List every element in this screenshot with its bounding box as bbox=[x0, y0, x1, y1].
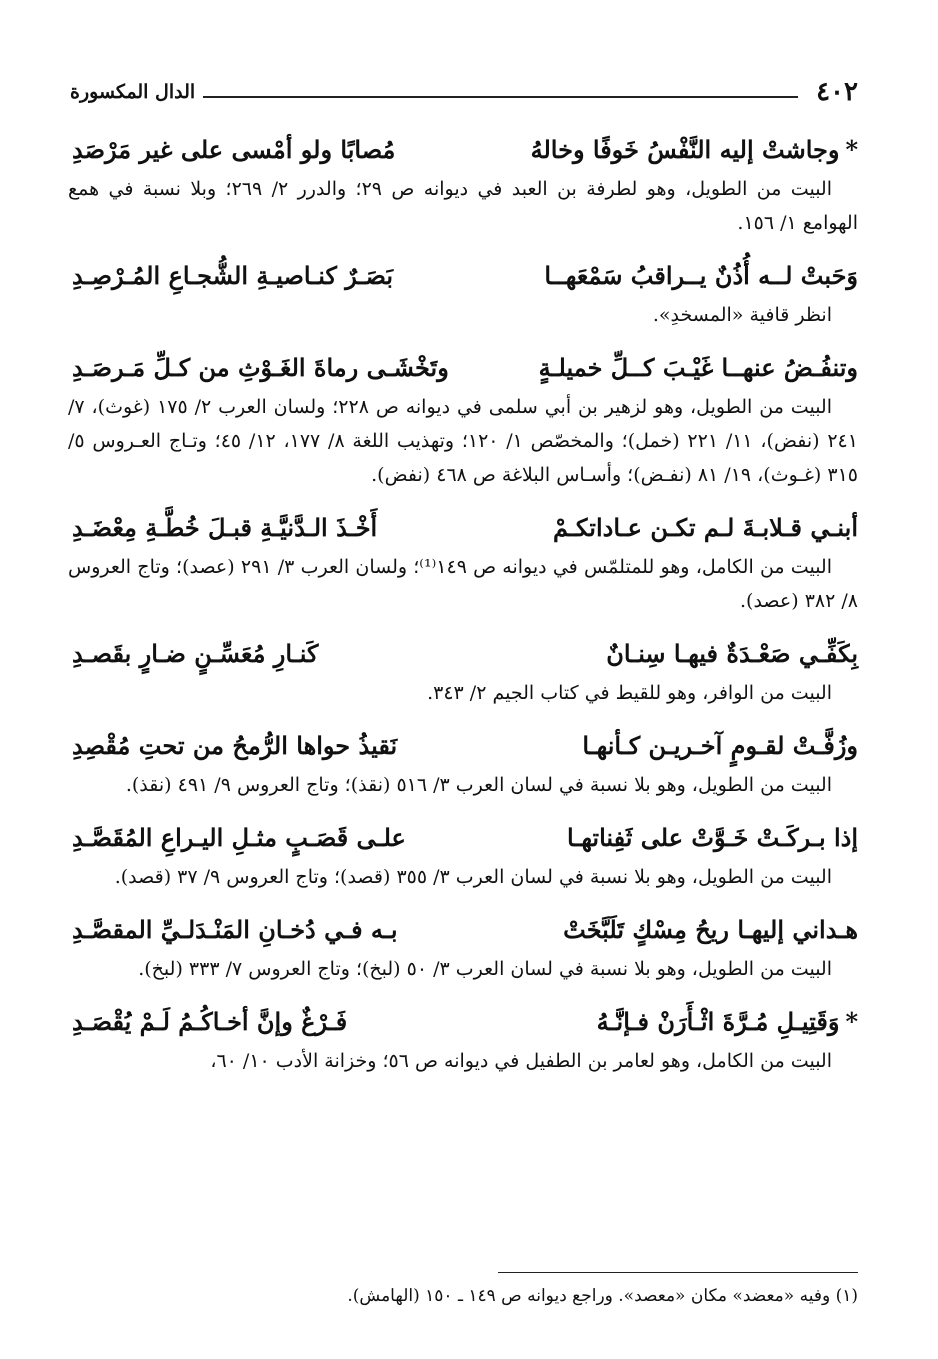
page-header bbox=[70, 72, 858, 112]
verse-line bbox=[68, 908, 858, 952]
verse-entry bbox=[68, 632, 858, 710]
first-hemistich: إذا بـركَـتْ خَـوَّتْ على ثَفِناتهـا bbox=[566, 823, 858, 852]
header-rule bbox=[203, 96, 798, 98]
verse-note: البيت من الكامل، وهو لعامر بن الطفيل في ديوانه ص ٥٦؛ وخزانة الأدب ١٠/ ٦٠، bbox=[210, 1050, 832, 1072]
second-hemistich: بـه فـي دُخـانِ المَنْـدَلـيِّ المقصَّـدِ bbox=[72, 915, 398, 944]
first-hemistich: وَحَبتْ لــه أُذُنٌ يــراقبُ سَمْعَهــا bbox=[544, 261, 858, 290]
second-hemistich: وتَخْشَـى رماةَ الغَـوْثِ من كـلِّ مَـرصَـدِ bbox=[72, 353, 449, 382]
verse-entry bbox=[68, 908, 858, 986]
second-hemistich: نَقيذُ حواها الرُّمحُ من تحتِ مُقْصِدِ bbox=[72, 731, 398, 760]
verse-line bbox=[68, 254, 858, 298]
second-hemistich: كَنـارِ مُعَسِّـنٍ ضـارٍ بقَصـدِ bbox=[72, 639, 319, 668]
second-hemistich: مُصابًا ولو أمْسى على غير مَرْصَدِ bbox=[72, 135, 396, 164]
verse-note: البيت من الطويل، وهو لطرفة بن العبد في ديوانه ص ٢٩؛ والدرر ٢/ ٢٦٩؛ وبلا نسبة في همع الهوامع ١/ ١٥٦. bbox=[68, 178, 858, 234]
verse-note: البيت من الطويل، وهو بلا نسبة في لسان العرب ٣/ ٥١٦ (نقذ)؛ وتاج العروس ٩/ ٤٩١ (نقذ). bbox=[125, 774, 832, 796]
second-hemistich: علـى قَصَـبٍ مثـلِ اليـراعِ المُقَصَّـدِ bbox=[72, 823, 406, 852]
footnotes bbox=[70, 1272, 858, 1311]
first-hemistich: أبنـي قـلابـةَ لـم تكـن عـاداتكـمْ bbox=[553, 513, 858, 542]
verse-entry bbox=[68, 1000, 858, 1078]
verse-entry bbox=[68, 816, 858, 894]
verse-entry bbox=[68, 254, 858, 332]
verse-line bbox=[68, 816, 858, 860]
first-hemistich: وزُفَّـتْ لقـومٍ آخـريـن كـأنهـا bbox=[582, 731, 858, 760]
verse-entries bbox=[68, 128, 858, 1092]
first-hemistich: *وَقَتِيـلِ مُـرَّةَ اثْـأَرَنْ فـإنَّـهُ bbox=[596, 1007, 858, 1036]
star-marker: * bbox=[845, 1007, 858, 1036]
verse-line bbox=[68, 128, 858, 172]
second-hemistich: فَـرْغٌ وإنَّ أخـاكُـمُ لَـمْ يُقْصَـدِ bbox=[72, 1007, 348, 1036]
verse-line bbox=[68, 1000, 858, 1044]
verse-line bbox=[68, 632, 858, 676]
footnote: (١) وفيه «معضد» مكان «معصد». وراجع ديوانه ص ١٤٩ ـ ١٥٠ (الهامش). bbox=[347, 1286, 858, 1306]
verse-note: البيت من الطويل، وهو بلا نسبة في لسان العرب ٣/ ٣٥٥ (قصد)؛ وتاج العروس ٩/ ٣٧ (قصد). bbox=[114, 866, 832, 888]
verse-entry bbox=[68, 128, 858, 240]
verse-note: انظر قافية «المسخدِ». bbox=[652, 304, 832, 326]
verse-note: البيت من الكامل، وهو للمتلمّس في ديوانه ص ١٤٩⁽¹⁾؛ ولسان العرب ٣/ ٢٩١ (عصد)؛ وتاج العروس ٨/ ٣٨٢ (عصد). bbox=[68, 556, 858, 612]
footnote-rule bbox=[498, 1272, 858, 1273]
second-hemistich: بَصَـرٌ كنـاصيـةِ الشُّجـاعِ المُـرْصِـدِ bbox=[72, 261, 394, 290]
first-hemistich: *وجاشتْ إليه النَّفْسُ خَوفًا وخالهُ bbox=[530, 135, 858, 164]
first-hemistich: بِكَفِّـي صَعْـدَةٌ فيهـا سِنـانٌ bbox=[606, 639, 858, 668]
verse-line bbox=[68, 346, 858, 390]
verse-line bbox=[68, 724, 858, 768]
verse-entry bbox=[68, 346, 858, 492]
verse-entry bbox=[68, 724, 858, 802]
running-title: الدال المكسورة bbox=[70, 81, 196, 103]
first-hemistich: وتنفُـضُ عنهــا غَيْـبَ كــلِّ خميلـةٍ bbox=[538, 353, 858, 382]
verse-line bbox=[68, 506, 858, 550]
first-hemistich: هـداني إليهـا ريحُ مِسْكٍ تَلَبَّخَتْ bbox=[563, 915, 858, 944]
verse-note: البيت من الطويل، وهو لزهير بن أبي سلمى في ديوانه ص ٢٢٨؛ ولسان العرب ٢/ ١٧٥ (غوث)، ٧/ ٢٤١ (نفض)، ١١/ ٢٢١ (خمل)؛ والمخصّص ١/ ١٢٠؛ وتهذيب اللغة ٨/ ١٧٧، ١٢/ ٤٥؛ وتـاج العـروس ٥/ ٣١٥ (غـوث)، ١٩/ ٨١ (نفـض)؛ وأسـاس البلاغة ص ٤٦٨ (نفض). bbox=[68, 396, 858, 486]
star-marker: * bbox=[845, 135, 858, 164]
verse-note: البيت من الوافر، وهو للقيط في كتاب الجيم ٢/ ٣٤٣. bbox=[427, 682, 832, 704]
second-hemistich: أَخْـذَ الـدَّنيَّـةِ قبـلَ خُطَّـةِ مِعْضَـدِ bbox=[72, 513, 378, 542]
verse-entry bbox=[68, 506, 858, 618]
verse-note: البيت من الطويل، وهو بلا نسبة في لسان العرب ٣/ ٥٠ (لبخ)؛ وتاج العروس ٧/ ٣٣٣ (لبخ). bbox=[138, 958, 832, 980]
page-number: ٤٠٢ bbox=[816, 77, 858, 107]
